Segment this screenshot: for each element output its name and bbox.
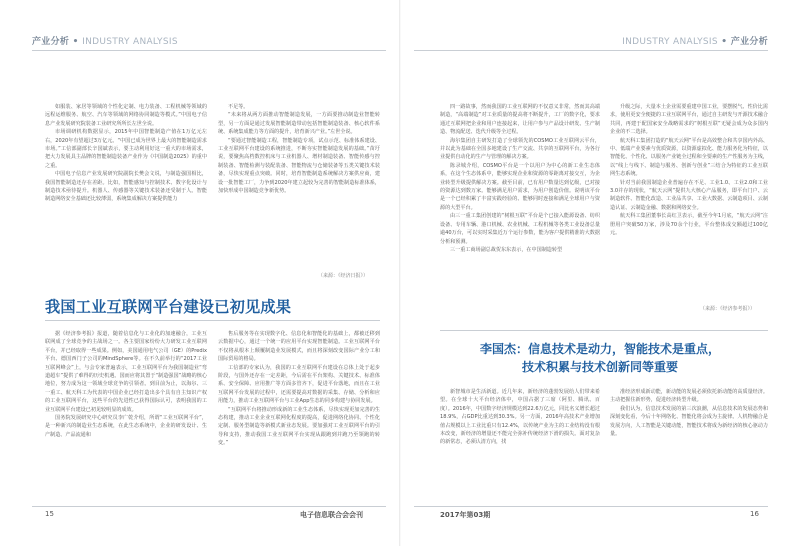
paragraph: “要通过智能制造工程，智能制造专项，试点示范、标准体系建设、工业互联网平台建设的系统推进，不断夯实智能制造发展的基础。”苗圩说，要聚焦高档数控机床与工业机器人、增材制造装备、智能传感与控制装备、智能检测与装配装备、智能物流与仓储装备等五类关键技术装备，尽快实现重点突破。同时，培育智能制造系统解决方案供应商，建设一批智能工厂，力争到2020年建立起较为完善的智能制造标准体系，加快形成中国制造竞争新优势。 [218, 137, 380, 195]
left-header-dot: • [72, 37, 79, 47]
paragraph: 工信部的专家认为，我国的工业互联网平台建设在总体上处于起步阶段，与国外还存在一定差距，今后需在平台架构、关键技术、标准体系、安全保障、应用推广等方面多管齐下，促进平台落地，而且在工业互联网平台发展的过程中，还需要提高对数据的采集、存储、分析和应用能力，推动工业互联网平台与工业App生态的同步构建与协同发展。 [218, 364, 380, 405]
left-footer-rule [32, 506, 386, 507]
paragraph: 不足等。 [228, 104, 249, 110]
paragraph: 海尔集团自主研发打造了全球领先的COSMO工业互联网云平台，并以此为基础在全国多地建设了生产交流、共享的互联网平台，为各行业提供自动化的生产与管理的解决方案。 [440, 137, 600, 161]
paragraph: 国务院发展研究中心研究员李广乾介绍，所谓“工业互联网平台”，是一种新兴的制造业生态系统，在此生态系统中，企业的研发设计、生产制造、产品流通和 [45, 415, 207, 438]
paragraph: 据《经济参考报》报道，随着信息化与工业化的加速融合，工业互联网成了全球竞争的主战场之一。各主要国家纷纷大力研发工业互联网平台，并已经取得一些成果。例如，美国通用电气公司（GE）的Predix平台、德国西门子公司的MindSphere等。在不久前举行的“2017工业互联网峰会”上，与会专家普遍表示，工业互联网平台为我国制造业“弯道超车”提供了难得的历史机遇。国而应将其置于“制造强国”战略的核心地位，努力成为这一领域全球竞争的引领者。到目前为止，以海尔、三一重工、航天科工为代表的中国企业已经打造出多个具有自主知识产权的工业互联网平台，这些平台的先进性已获得国际认可，表明我国的工业互联网平台建设已初见较明显的成效。 [45, 331, 207, 413]
paragraph: 陈录城介绍，COSMO平台是一个以用户为中心的新工业生态体系，在这个生态体系中，能够实现企业和资源的零距离对接交互，为企业转型升级提供解决方案。截至目前，已有用户数量达到亿级，已对接的资源达到数万家。能够满足用户需求，为用户创造价值。说明该平台是一个已经积累了丰富实践经验的、能够同时连接和满足全球用户与资源的大型平台。 [440, 162, 600, 211]
paragraph: 市场调研机构数据显示，2015年中国智能制造产值在1万亿元左右，2020年有望超过3万亿元。“中国已成为世界上最大的智能制造需求市场。”工信部副部长辛国斌表示，要主动利用好这一重大的市场需求，把大力发展具主品牌的智能制造装备产业作为《中国制造2025》的重中之重。 [45, 129, 207, 169]
paragraph: 针对当前我国制造企业普遍存在不足、工业1.0、工业2.0和工业3.0并存的现状，“航天云网”提供九大核心产品服务，即平台门户、云制造软件、智能化改造、工业品共享、工业大数据、云制造项目、云制造认证、云制造金融、数据和网络安全。 [610, 179, 768, 211]
paragraph: 三一重工商场副总裁贺东东表示，在中国制造转型 [450, 246, 563, 253]
headline2-rule [440, 330, 768, 331]
left-top-column-2 [218, 103, 380, 271]
left-page-header [32, 34, 178, 49]
page-spine [399, 0, 401, 546]
left-bottom-column-2 [218, 330, 380, 500]
right-header-cn: 产业分析 [730, 37, 768, 47]
paragraph: 我们认为，信息技术发展的第三次浪潮，从信息技术的发展态势和深刻变化看，今后十年网络化、智能化将会成为主旋律。人机物融合是发展方向，人工智能是关键动能，智能技术将成为新经济的核心驱动力量。 [610, 405, 768, 438]
paragraph: 准经济形成新动能，新动能的发展必须依托新动能的高质量经济。主动把握住新形势，促进经济转型升级。 [610, 389, 768, 404]
right-header-dot: • [721, 37, 728, 47]
right-top-column-1 [440, 103, 600, 321]
right-top-source: （来源：《经济参考报》） [700, 306, 756, 312]
left-page-number: 15 [45, 510, 54, 518]
paragraph: 升级之际，大量本土企业需要重建中国工业，要摆脱气、性价比需求，使用更安全便捷的工业互联网平台，通过自主研发与开源技术融合共同，再建于配国家安全战略需求的“树根互联”无疑会成为众多国内企业的不二选择。 [610, 104, 768, 136]
left-bottom-column-1 [45, 330, 207, 500]
paragraph: 中国电子信息产业发展研究院副院长樊会文说，与制造强国相比，我国智能制造还存在差距。比如，智能感知与控制技术、数字化设计与制造技术亟待提升。机器人、传感器等关键技术装备还受制于人。智能制造网络安全基础还比较薄弱，系统集成解决方案提供能力 [45, 171, 207, 203]
paragraph: 售后服务等在实现数字化、信息化和智能化的基础上，都被迁移到云数据中心，通过一个统一的应用平台实现智能制造。工业互联网平台不仅将从根本上颠覆制造业发展模式，而且将深刻改变国际产业分工和国际贸易的格局。 [218, 331, 380, 363]
paragraph: 航天科工集团董事长高红卫表示，截至今年1月底，“航天云网”注册用户突破50万家，涉及70余个行业，平台整体成交额超过100亿元。 [610, 213, 768, 237]
article-headline-platform: 我国工业互联网平台建设已初见成果 [45, 298, 292, 316]
paragraph: 新智城市是生活新道。近几年来，新经济的蓬勃发展给人们带来希望。在全球十大平台经济体中，中国占据了三席（阿里、腾讯、百度）。2016年，中国数字经济规模达到22.6万亿元，同比名义增长超过18.9%，占GDP比重达到30.3%。另一方面，2016年高技术产业增加值占规模以上工业比重只有12.4%，以传统产业为主的工业结构没有根本改变，新经济的增量还不能完全弥补传统经济下滑的损失。面对复杂的新常态，必须认清方向，找 [440, 389, 600, 446]
right-top-column-2 [610, 103, 768, 301]
right-header-en: INDUSTRY ANALYSIS [622, 37, 718, 47]
right-bottom-column-1 [440, 388, 600, 500]
left-header-rule [32, 50, 386, 51]
left-header-en: INDUSTRY ANALYSIS [82, 37, 178, 47]
headline2-line2: 技术积累与技术创新同等重要 [521, 360, 678, 374]
right-footer-rule [414, 506, 768, 507]
left-footer-title: 电子信息联合会会刊 [300, 511, 363, 519]
left-header-cn: 产业分析 [32, 37, 70, 47]
paragraph: “互联网平台将推动形成新的工业生态体系，尽快实现更加完善的生态构建，推动工业企业互联网化程度的提高，促进网络化协同、个性化定制、服务型制造等新模式新业态发展。要加强对工业互联网平台的引导和支持，推动我国工业互联网平台实现从跟跑到并跑乃至领跑的转变。” [218, 406, 380, 447]
paragraph: 由三一重工集团创建的“树根互联”平台是个已接入能源设备、纺织设备、专用车辆、港口机械、农业机械、工程机械等各类工业设备总量逾40万台，可以实时采集近万个运行参数，能为客户提供精准的大数据分析和预测。 [440, 213, 600, 245]
right-bottom-column-2 [610, 388, 768, 500]
right-page-number: 16 [750, 510, 759, 518]
right-header-rule [414, 50, 768, 51]
headline-rule [45, 320, 380, 321]
headline2-line1: 李国杰：信息技术是动力，智能技术是重点， [479, 342, 720, 356]
article-headline-li-guojie [440, 340, 760, 376]
right-footer-issue: 2017年第03期 [440, 511, 491, 519]
left-top-source: （来源：《经济日报》） [318, 273, 369, 279]
paragraph: 如服装、家居等领域的个性化定制、电力装备、工程机械等领域的远程运维服务、航空、汽车等领域的网络协同制造等模式。”中国电子信息产业发展研究院装备工业研究所所长左世全说。 [45, 104, 207, 127]
paragraph: 航天科工集团打造的“航天云网”平台是高效整合和共享国内外高、中、低端产业要素与优质资源，以资源虚拟化、能力服务化为特征，以智能化、个性化、以服务产业链全过程和全要素的生产性服务为主线，以“线上与线下、制造与服务、创新与创业”三结合为特征的工业互联网生态系统。 [610, 137, 768, 178]
paragraph: “未来将从两方面推动智能制造发展，一方面要推动制造业智能转型，另一方面是通过发展智能制造带动包括智能制造装备、核心软件系统、系统集成能力等方面的提升，培育新兴产业。”左世全说。 [218, 112, 380, 136]
right-page-header [622, 34, 768, 49]
paragraph: 四一路故事，然而我国的工业互联网的不仅意义非常，然而其高端制造，“高端制造”对工业质量的提高将不断提升，工厂的数字化，要求通过互联网把企业和用户连接起来，让用户参与产品设计研发、生产制造、物流配送、迭代升级等全过程。 [440, 104, 600, 136]
left-top-column-1 [45, 103, 207, 279]
